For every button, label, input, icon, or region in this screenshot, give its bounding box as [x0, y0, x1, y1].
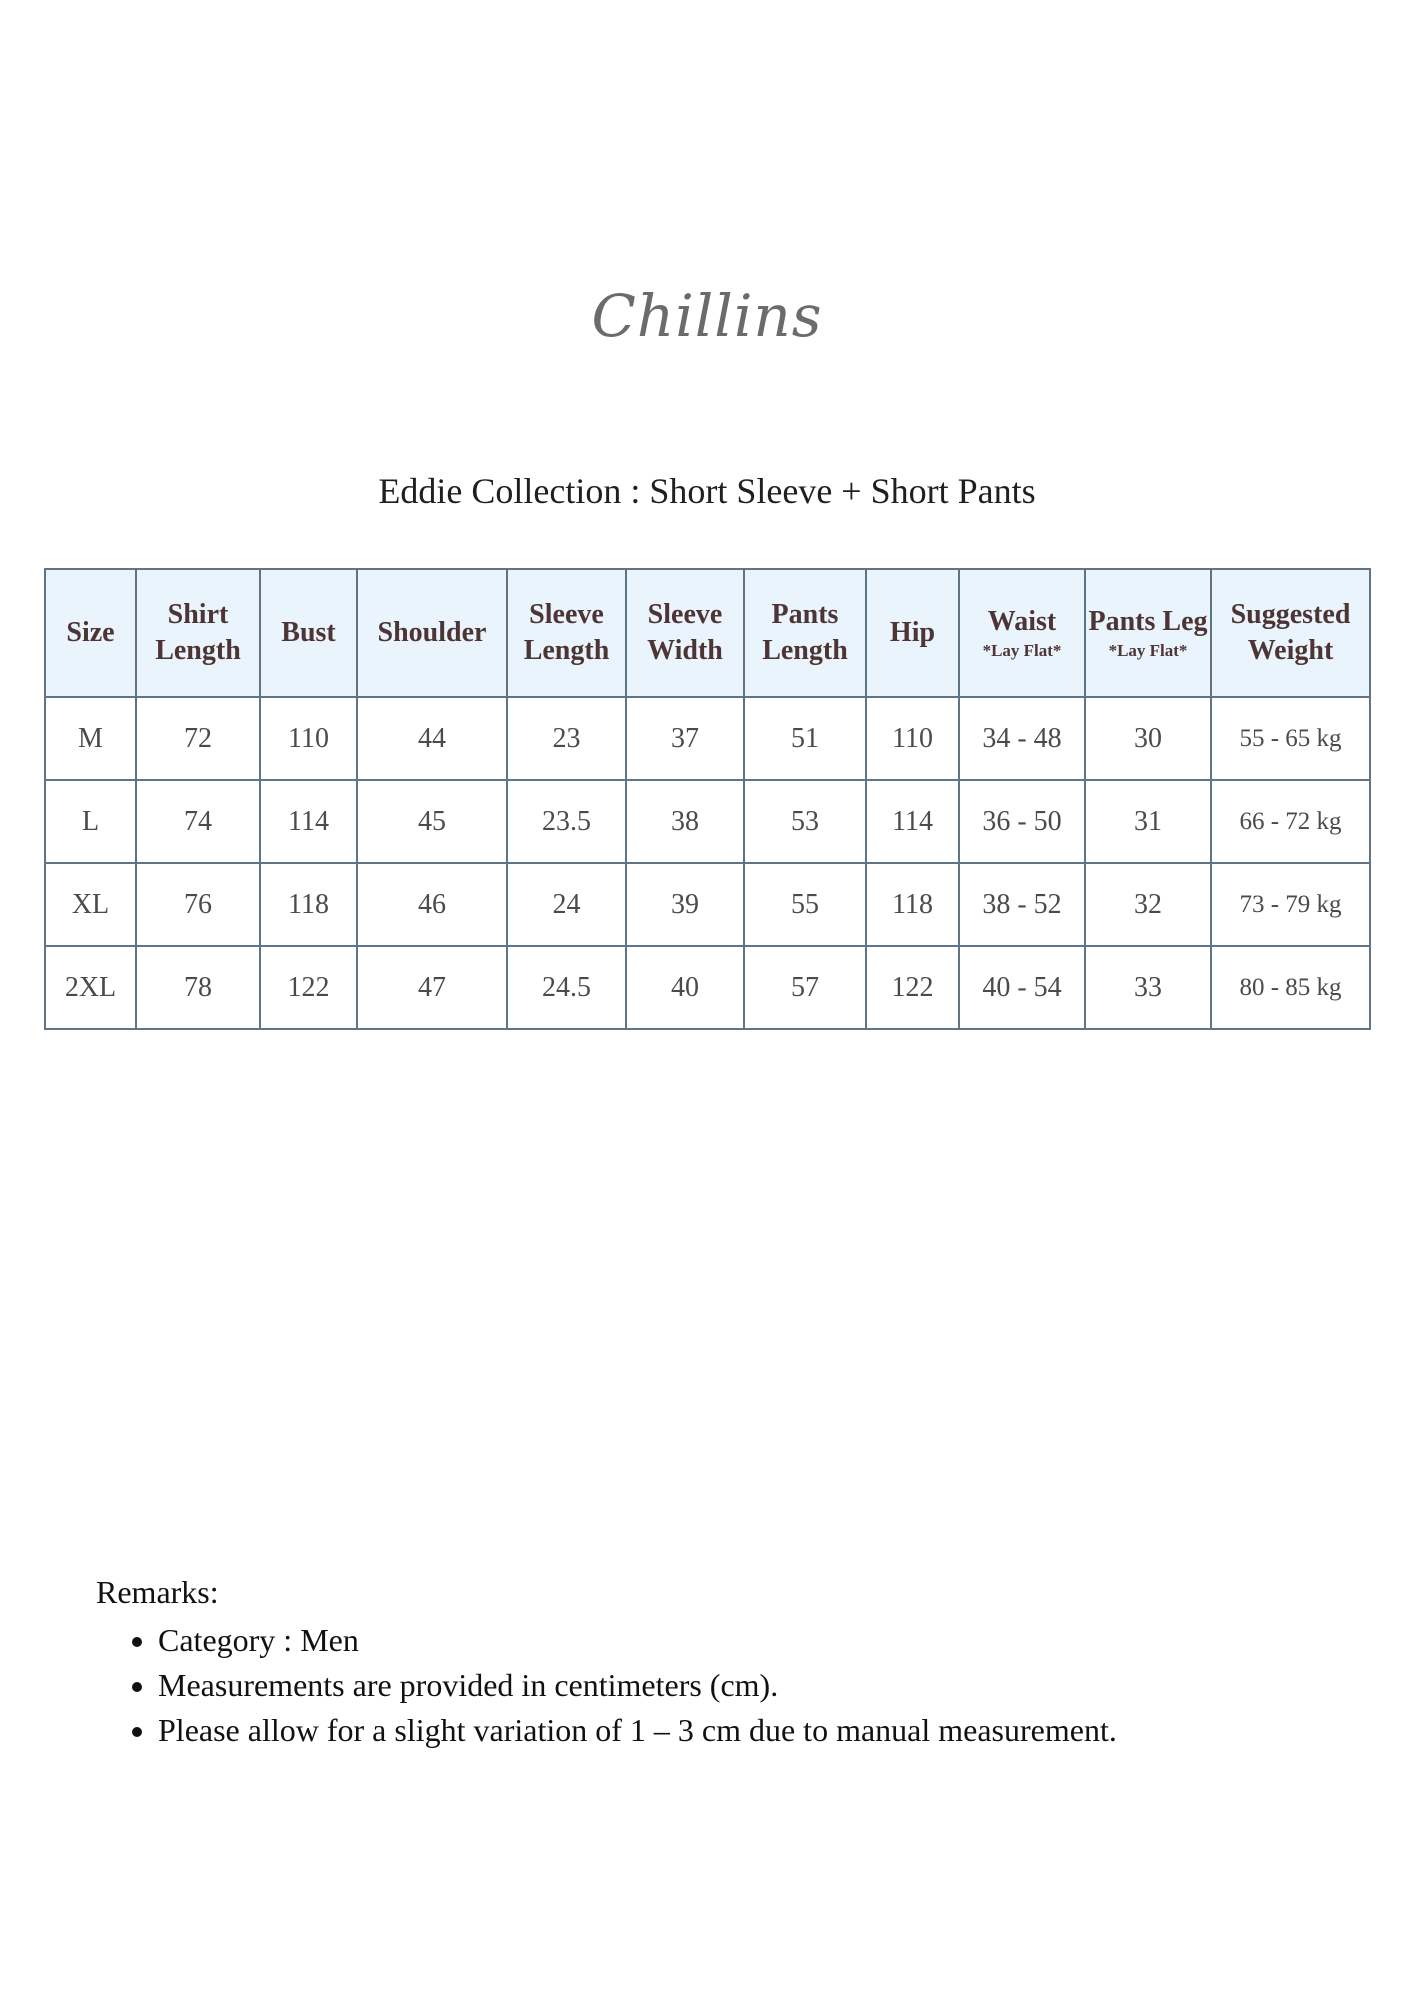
table-cell: 38 — [626, 780, 744, 863]
table-cell: 45 — [357, 780, 507, 863]
table-header-row — [45, 569, 1370, 697]
table-cell: 110 — [260, 697, 357, 780]
header-pants-leg-note: *Lay Flat* — [1108, 641, 1188, 660]
table-cell: 118 — [260, 863, 357, 946]
table-cell: 55 - 65 kg — [1211, 697, 1370, 780]
header-shoulder: Shoulder — [357, 569, 507, 697]
table-cell: 74 — [136, 780, 260, 863]
table-cell: 122 — [866, 946, 959, 1029]
table-row — [45, 780, 1370, 863]
header-shirt-length: Shirt Length — [136, 569, 260, 697]
header-sleeve-length: Sleeve Length — [507, 569, 626, 697]
table-cell: 122 — [260, 946, 357, 1029]
page-title: Eddie Collection : Short Sleeve + Short Pants — [378, 471, 1036, 511]
brand-logo: Chillins — [591, 282, 823, 350]
table-row — [45, 863, 1370, 946]
header-waist: Waist *Lay Flat* — [959, 569, 1085, 697]
table-cell: 31 — [1085, 780, 1211, 863]
header-pants-leg: Pants Leg *Lay Flat* — [1085, 569, 1211, 697]
header-pants-length: Pants Length — [744, 569, 866, 697]
remark-item: • Please allow for a slight variation of 1 – 3 cm due to manual measurement. — [158, 1708, 1296, 1753]
size-chart-table — [44, 568, 1371, 1030]
table-cell: 110 — [866, 697, 959, 780]
header-bust: Bust — [260, 569, 357, 697]
table-cell: 51 — [744, 697, 866, 780]
table-cell: 30 — [1085, 697, 1211, 780]
table-cell: 24.5 — [507, 946, 626, 1029]
table-cell: 73 - 79 kg — [1211, 863, 1370, 946]
remarks-title: Remarks: — [96, 1574, 219, 1610]
header-waist-note: *Lay Flat* — [982, 641, 1062, 660]
table-cell: 40 — [626, 946, 744, 1029]
table-cell: 114 — [260, 780, 357, 863]
table-cell: XL — [45, 863, 136, 946]
table-cell: 32 — [1085, 863, 1211, 946]
table-cell: 23.5 — [507, 780, 626, 863]
table-cell: 66 - 72 kg — [1211, 780, 1370, 863]
table-cell: 118 — [866, 863, 959, 946]
table-cell: 44 — [357, 697, 507, 780]
table-cell: 47 — [357, 946, 507, 1029]
table-cell: 72 — [136, 697, 260, 780]
table-cell: 24 — [507, 863, 626, 946]
table-cell: 38 - 52 — [959, 863, 1085, 946]
table-cell: 33 — [1085, 946, 1211, 1029]
header-size: Size — [45, 569, 136, 697]
table-cell: 2XL — [45, 946, 136, 1029]
table-cell: 80 - 85 kg — [1211, 946, 1370, 1029]
table-cell: 114 — [866, 780, 959, 863]
table-cell: 55 — [744, 863, 866, 946]
remark-item: • Category : Men — [158, 1618, 1296, 1663]
table-cell: 78 — [136, 946, 260, 1029]
table-cell: 57 — [744, 946, 866, 1029]
table-cell: 53 — [744, 780, 866, 863]
table-cell: 40 - 54 — [959, 946, 1085, 1029]
remarks-list — [96, 1618, 1296, 1753]
table-cell: 36 - 50 — [959, 780, 1085, 863]
table-cell: 46 — [357, 863, 507, 946]
table-row — [45, 697, 1370, 780]
table-row — [45, 946, 1370, 1029]
remark-item: • Measurements are provided in centimeters (cm). — [158, 1663, 1296, 1708]
table-cell: M — [45, 697, 136, 780]
table-cell: 37 — [626, 697, 744, 780]
table-cell: 34 - 48 — [959, 697, 1085, 780]
table-cell: 39 — [626, 863, 744, 946]
table-cell: 23 — [507, 697, 626, 780]
header-sleeve-width: Sleeve Width — [626, 569, 744, 697]
table-cell: L — [45, 780, 136, 863]
header-suggested-weight: Suggested Weight — [1211, 569, 1370, 697]
table-cell: 76 — [136, 863, 260, 946]
header-hip: Hip — [866, 569, 959, 697]
remarks-section — [96, 1572, 1296, 1753]
